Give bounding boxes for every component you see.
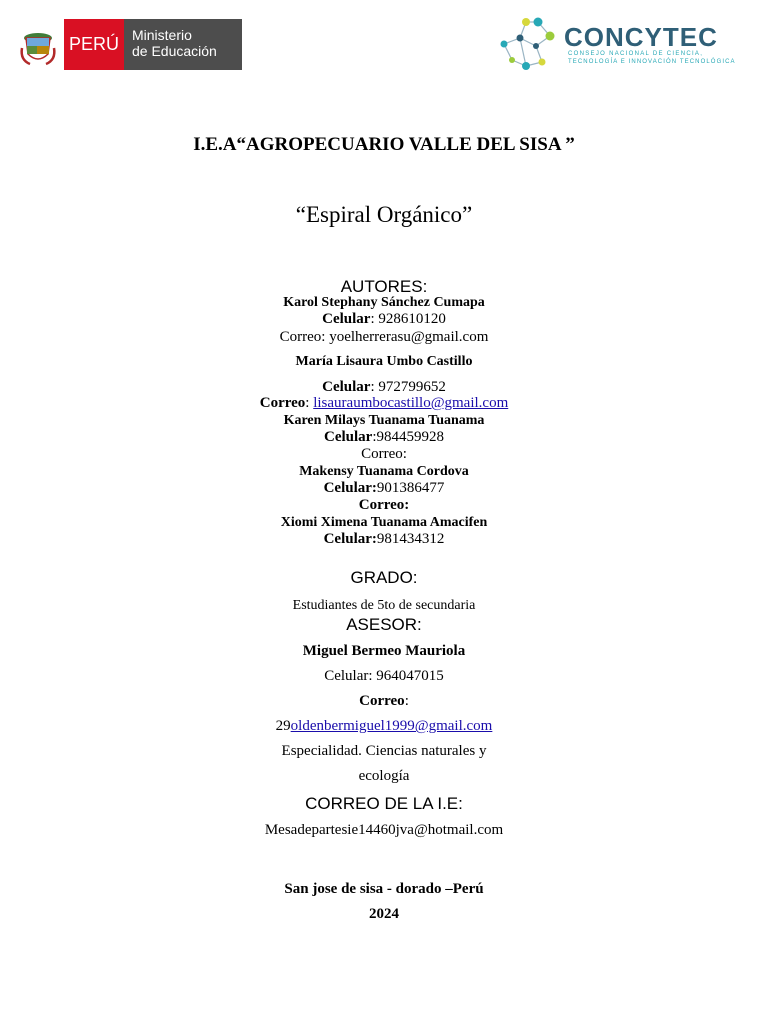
author-1-email [0, 329, 768, 346]
phone-value: 972799652 [378, 379, 446, 395]
concytec-name: CONCYTEC [564, 22, 718, 52]
concytec-network-icon [492, 14, 562, 76]
email-link[interactable]: lisauraumbocastillo@gmail.com [313, 395, 509, 411]
email-separator: : [321, 329, 330, 345]
author-3-email-label: Correo: [361, 446, 407, 462]
asesor-specialty-line1: Especialidad. Ciencias naturales y [281, 743, 487, 759]
asesor-email-label [0, 693, 768, 710]
email-separator: : [305, 395, 314, 411]
phone-label: Celular: [323, 480, 377, 496]
asesor-email [0, 718, 768, 735]
ie-email-value: Mesadepartesie14460jva@hotmail.com [264, 822, 504, 838]
author-2-email [0, 395, 768, 412]
phone-label: Celular: [323, 531, 377, 547]
author-2-phone [0, 379, 768, 396]
asesor-specialty-line2: ecología [358, 768, 410, 784]
author-3-name: Karen Milays Tuanama Tuanama [283, 413, 485, 428]
phone-label: Celular [324, 429, 373, 445]
email-value: yoelherrerasu@gmail.com [329, 329, 489, 345]
author-4-name: Makensy Tuanama Cordova [299, 464, 469, 479]
phone-value: 981434312 [376, 531, 445, 547]
project-title: “Espiral Orgánico” [295, 202, 473, 227]
email-label: Correo [279, 329, 322, 345]
asesor-phone: Celular: 964047015 [324, 668, 444, 684]
minedu-logo [18, 18, 242, 71]
phone-label: Celular [322, 379, 371, 395]
authors-heading: AUTORES: [340, 277, 428, 296]
author-1-phone [0, 311, 768, 328]
asesor-name: Miguel Bermeo Mauriola [302, 643, 466, 659]
phone-separator: : [370, 379, 379, 395]
concytec-subtitle-2: TECNOLOGÍA E INNOVACIÓN TECNOLÓGICA [568, 59, 736, 65]
grado-heading: GRADO: [350, 568, 418, 587]
school-name: I.E.A“AGROPECUARIO VALLE DEL SISA ” [193, 134, 575, 155]
author-5-phone [0, 531, 768, 548]
author-1-name: Karol Stephany Sánchez Cumapa [283, 295, 485, 310]
email-separator: : [404, 693, 409, 709]
phone-label: Celular [322, 311, 371, 327]
asesor-heading: ASESOR: [346, 615, 422, 634]
peru-label: PERÚ [68, 34, 119, 54]
email-prefix: 29 [275, 718, 291, 734]
author-5-name: Xiomi Ximena Tuanama Amacifen [280, 515, 488, 530]
author-4-email-label: Correo: [358, 497, 410, 513]
grado-value: Estudiantes de 5to de secundaria [292, 598, 476, 613]
peru-coat-of-arms-icon [18, 24, 58, 66]
author-3-phone [0, 429, 768, 446]
email-label: Correo [359, 693, 405, 709]
phone-value: 901386477 [376, 480, 445, 496]
email-label: Correo [259, 395, 306, 411]
concytec-logo [492, 14, 760, 76]
ministerio-line1: Ministerio [132, 27, 192, 43]
phone-value: 928610120 [378, 311, 446, 327]
ie-email-heading: CORREO DE LA I.E: [305, 794, 463, 813]
email-link[interactable]: oldenbermiguel1999@gmail.com [290, 718, 493, 734]
concytec-subtitle-1: CONSEJO NACIONAL DE CIENCIA, [568, 51, 704, 57]
author-2-name: María Lisaura Umbo Castillo [295, 354, 473, 369]
footer-place: San jose de sisa - dorado –Perú [284, 881, 484, 897]
ministerio-line2: de Educación [132, 43, 217, 59]
phone-separator: : [370, 311, 379, 327]
footer-year: 2024 [369, 906, 399, 922]
phone-value: 984459928 [376, 429, 444, 445]
author-4-phone [0, 480, 768, 497]
phone-separator: : [372, 429, 377, 445]
